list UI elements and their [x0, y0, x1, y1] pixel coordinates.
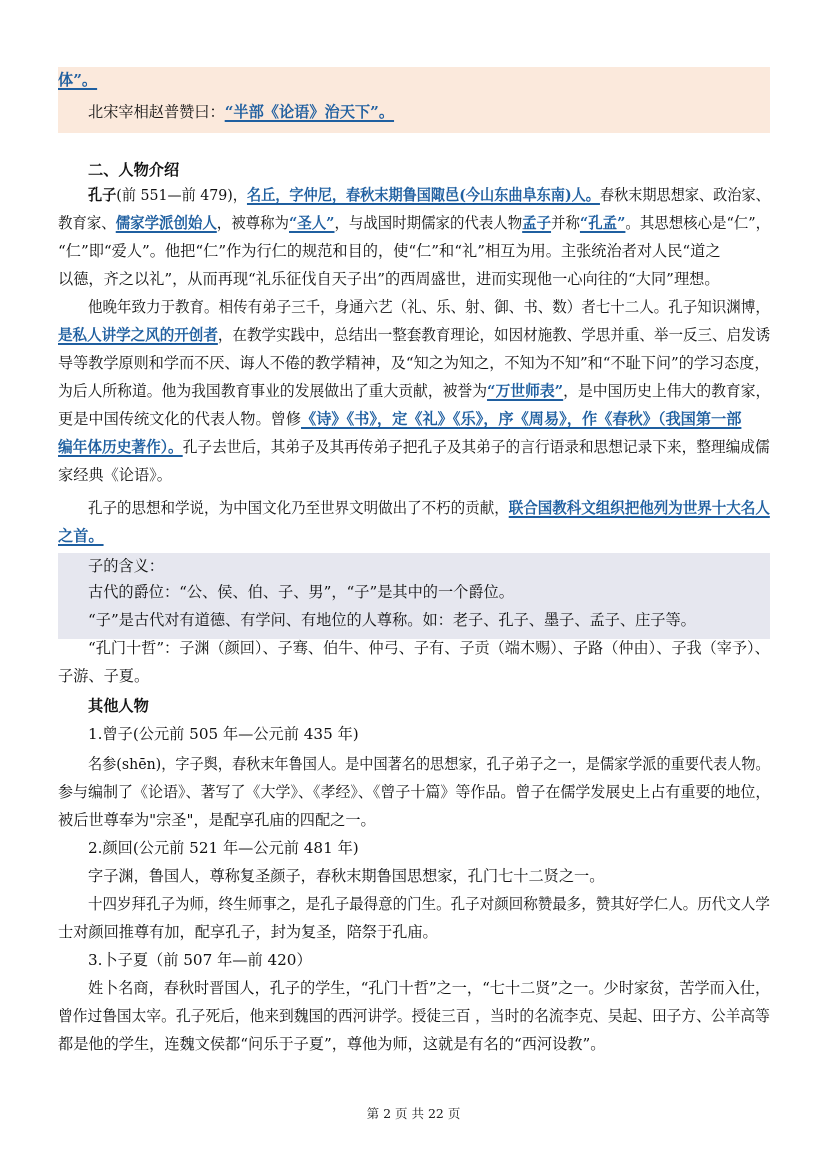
paragraph-line: 曾作过鲁国太宰。孔子死后，他来到魏国的西河讲学。授徒三百 ，当时的名流李克、吴起、田子方、公羊高等 [58, 1007, 770, 1025]
paragraph-line: 士对颜回推尊有加，配享孔子，封为复圣，陪祭于孔庙。 [58, 923, 438, 941]
paragraph-line: 家经典《论语》。 [58, 466, 172, 484]
paragraph-line: 子游、子夏。 [58, 667, 150, 685]
person-heading: 1.曾子(公元前 505 年—公元前 435 年) [88, 725, 359, 743]
zi-title: 子的含义： [88, 557, 164, 575]
highlight-text: “半部《论语》治天下”。 [224, 103, 395, 121]
paragraph-line: 名参(shēn)，字子舆，春秋末年鲁国人。是中国著名的思想家，孔子弟子之一，是儒家学派的重要代表人物。 [88, 755, 770, 773]
paragraph-line: 都是他的学生，连魏文侯都“问乐于子夏”，尊他为师，这就是有名的“西河设教”。 [58, 1035, 606, 1053]
others-title: 其他人物 [88, 697, 149, 715]
section-title: 二、人物介绍 [88, 161, 180, 179]
paragraph-line: 是私人讲学之风的开创者，在教学实践中，总结出一整套教育理论，如因材施教、学思并重、举一反三、启发诱 [58, 326, 771, 344]
paragraph-line: 为后人所称道。他为我国教育事业的发展做出了重大贡献，被誉为“万世师表”，是中国历史上伟大的教育家， [58, 382, 771, 400]
highlight-text: 体”。 [58, 71, 98, 89]
paragraph-line: “仁”即“爱人”。他把“仁”作为行仁的规范和目的，使“仁”和“礼”相互为用。主张统治者对人民“道之 [58, 242, 721, 260]
paragraph-line: 被后世尊奉为"宗圣"，是配享孔庙的四配之一。 [58, 811, 376, 829]
person-heading: 3.卜子夏（前 507 年—前 420） [88, 951, 312, 969]
paragraph-line: 孔子(前 551—前 479)，名丘，字仲尼，春秋末期鲁国陬邑(今山东曲阜东南)人。春秋末期思想家、政治家、 [88, 186, 770, 204]
paragraph-line: 十四岁拜孔子为师，终生师事之，是孔子最得意的门生。孔子对颜回称赞最多，赞其好学仁人。历代文人学 [88, 895, 770, 913]
body-text: 北宋宰相赵普赞曰： [88, 103, 225, 121]
paragraph-line: 姓卜名商，春秋时晋国人，孔子的学生，“孔门十哲”之一，“七十二贤”之一。少时家贫，苦学而入仕， [88, 979, 771, 997]
paragraph-line: 以德，齐之以礼”，从而再现“礼乐征伐自天子出”的西周盛世，进而实现他一心向往的“大同”理想。 [58, 270, 720, 288]
paragraph-line: 孔子的思想和学说，为中国文化乃至世界文明做出了不朽的贡献，联合国教科文组织把他列为世界十大名人 [88, 499, 770, 517]
paragraph-line: 之首。 [58, 527, 104, 545]
paragraph-line: 编年体历史著作）。孔子去世后，其弟子及其再传弟子把孔子及其弟子的言行语录和思想记录下来，整理编成儒 [58, 438, 770, 456]
paragraph-line: “子”是古代对有道德、有学问、有地位的人尊称。如：老子、孔子、墨子、孟子、庄子等。 [88, 611, 696, 629]
paragraph-line: 教育家、儒家学派创始人，被尊称为“圣人”，与战国时期儒家的代表人物孟子并称“孔孟”。其思想核心是“仁”， [58, 214, 771, 232]
paragraph-line: “孔门十哲”：子渊（颜回）、子骞、伯牛、仲弓、子有、子贡（端木赐）、子路（仲由）、子我（宰予）、 [88, 639, 770, 657]
paragraph-line: 更是中国传统文化的代表人物。曾修《诗》《书》，定《礼》《乐》，序《周易》，作《春秋》（我国第一部 [58, 410, 742, 428]
paragraph-line: 字子渊，鲁国人，尊称复圣颜子，春秋末期鲁国思想家，孔门七十二贤之一。 [88, 867, 605, 885]
paragraph-line: 参与编制了《论语》、著写了《大学》、《孝经》、《曾子十篇》等作品。曾子在儒学发展史上占有重要的地位， [58, 783, 771, 801]
paragraph-line: 古代的爵位：“公、侯、伯、子、男”，“子”是其中的一个爵位。 [88, 583, 514, 601]
quote-highlight-box [58, 67, 770, 133]
paragraph-line: 他晚年致力于教育。相传有弟子三千，身通六艺（礼、乐、射、御、书、数）者七十二人。孔子知识渊博， [88, 298, 770, 316]
person-heading: 2.颜回(公元前 521 年—公元前 481 年) [88, 839, 359, 857]
page-footer: 第 2 页 共 22 页 [366, 1106, 461, 1121]
paragraph-line: 导等教学原则和学而不厌、诲人不倦的教学精神，及“知之为知之，不知为不知”和“不耻下问”的学习态度， [58, 354, 770, 372]
intro-line-1 [58, 69, 97, 91]
intro-line-2 [88, 101, 394, 123]
